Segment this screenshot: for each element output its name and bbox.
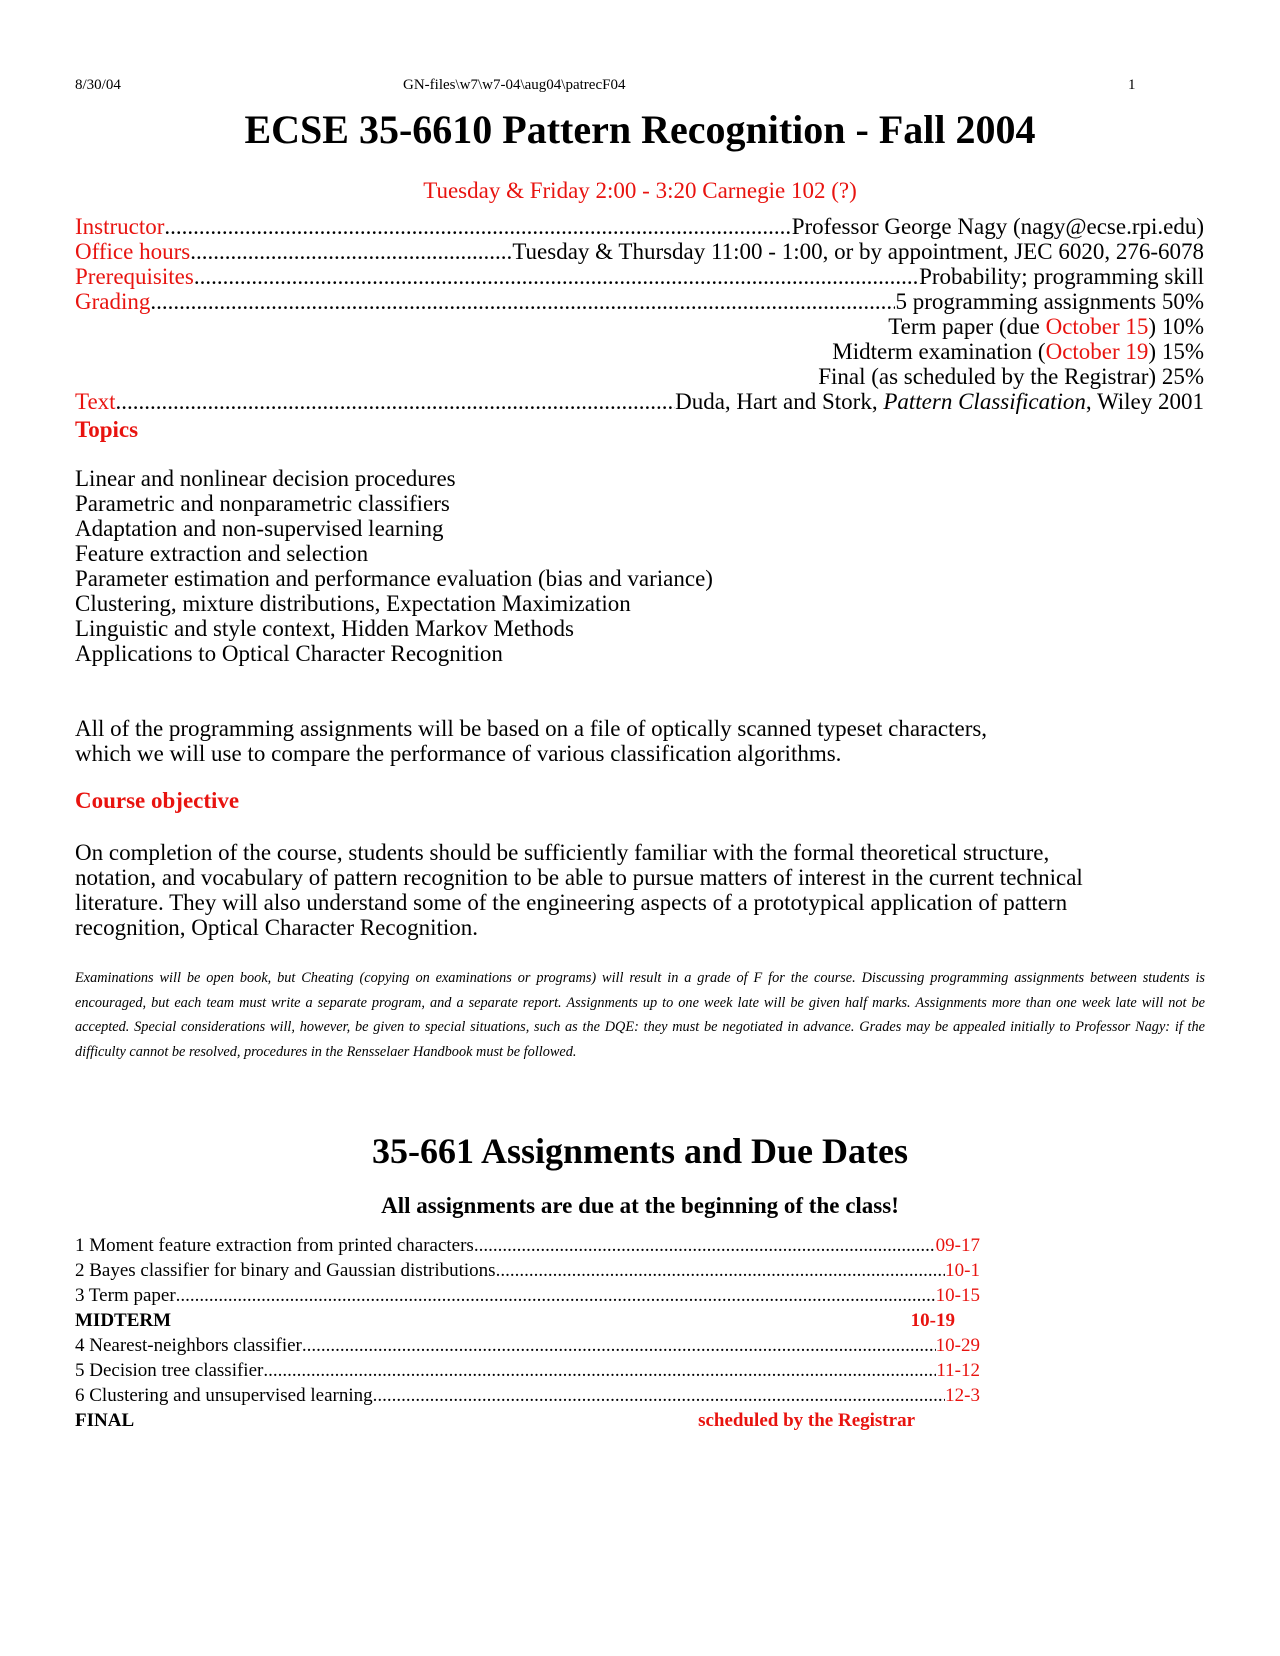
textbook-title: Pattern Classification — [883, 389, 1086, 414]
list-item: 5 Decision tree classifier ..... 11-12 — [75, 1358, 980, 1383]
prerequisites-row — [75, 264, 1204, 289]
assignments-list — [75, 1233, 980, 1433]
policy-paragraph: Examinations will be open book, but Cheating (copying on examinations or programs) will result in a grade of F for the course. Discussing programming assignments between students is encouraged, but each team must write a separate program, and a separate report. Assignments up to one week late will be given half marks. Assignments more than one week late will not be accepted. Special considerations will, however, be given to special situations, such as the DQE: they must be negotiated in advance. Grades may be appealed initially to Professor Nagy: if the difficulty cannot be resolved, procedures in the Rensselaer Handbook must be followed. — [75, 970, 1205, 1060]
list-item: Feature extraction and selection — [75, 541, 369, 566]
due-date: 10-15 — [935, 1285, 980, 1306]
prerequisites-label: Prerequisites — [75, 264, 194, 289]
list-item: 4 Nearest-neighbors classifier ..... 10-29 — [75, 1333, 980, 1358]
office-hours-row — [75, 239, 1204, 264]
midterm-date: October 19 — [1045, 339, 1149, 364]
list-item: Clustering, mixture distributions, Expectation Maximization — [75, 591, 631, 616]
leader-dots — [164, 214, 791, 239]
leader-dots — [190, 239, 512, 264]
list-item: Linear and nonlinear decision procedures — [75, 466, 456, 491]
instructor-label: Instructor — [75, 214, 165, 239]
list-item: Parametric and nonparametric classifiers — [75, 491, 450, 516]
grading-label: Grading — [75, 289, 151, 314]
objective-heading: Course objective — [75, 788, 240, 813]
due-date: 10-29 — [935, 1335, 980, 1356]
office-hours-value: Tuesday & Thursday 11:00 - 1:00, or by appointment, JEC 6020, 276-6078 — [512, 239, 1204, 264]
header-date: 8/30/04 — [75, 77, 121, 93]
leader-dots — [150, 289, 895, 314]
office-hours-label: Office hours — [75, 239, 191, 264]
instructor-value: Professor George Nagy (nagy@ecse.rpi.edu) — [791, 214, 1204, 239]
grading-midterm: Midterm examination (October 19) 15% — [832, 339, 1204, 364]
assignments-heading: 35-661 Assignments and Due Dates — [371, 1131, 909, 1171]
due-date: 10-19 — [910, 1310, 955, 1331]
text-label: Text — [75, 389, 116, 414]
class-schedule: Tuesday & Friday 2:00 - 3:20 Carnegie 102 (?) — [423, 178, 857, 203]
list-item: Linguistic and style context, Hidden Markov Methods — [75, 616, 574, 641]
instructor-row — [75, 214, 1204, 239]
due-date: 12-3 — [945, 1385, 980, 1406]
list-item: Adaptation and non-supervised learning — [75, 516, 444, 541]
list-item: 6 Clustering and unsupervised learning ..... 12-3 — [75, 1383, 980, 1408]
leader-dots — [116, 389, 676, 414]
due-date: 09-17 — [935, 1235, 980, 1256]
list-item: 2 Bayes classifier for binary and Gaussian distributions ..... 10-1 — [75, 1258, 980, 1283]
objective-paragraph: On completion of the course, students should be sufficiently familiar with the formal theoretical structure, notation, and vocabulary of pattern recognition to be able to pursue matters of interest in the current technical literature. They will also understand some of the engineering aspects of a prototypical application of pattern recognition, Optical Character Recognition. — [75, 840, 1083, 940]
due-note: All assignments are due at the beginning of the class! — [381, 1193, 899, 1218]
grading-final: Final (as scheduled by the Registrar) 25% — [818, 364, 1204, 389]
list-item: 3 Term paper ..... 10-15 — [75, 1283, 980, 1308]
midterm-row: MIDTERM 10-19 — [75, 1310, 955, 1331]
final-row: FINAL scheduled by the Registrar — [75, 1410, 915, 1431]
list-item: 1 Moment feature extraction from printed characters ..... 09-17 — [75, 1233, 980, 1258]
header-file-path: GN-files\w7\w7-04\aug04\patrecF04 — [403, 77, 626, 93]
text-row — [75, 389, 1204, 414]
textbook-value: Duda, Hart and Stork, Pattern Classification, Wiley 2001 — [675, 389, 1204, 414]
topics-list — [75, 466, 713, 666]
assignments-note: All of the programming assignments will be based on a file of optically scanned typeset characters, which we will use to compare the performance of various classification algorithms. — [75, 716, 988, 766]
due-date: 11-12 — [936, 1360, 980, 1381]
list-item: Applications to Optical Character Recognition — [75, 641, 503, 666]
term-paper-date: October 15 — [1045, 314, 1149, 339]
list-item: Parameter estimation and performance evaluation (bias and variance) — [75, 566, 713, 591]
leader-dots — [194, 264, 919, 289]
grading-term-paper: Term paper (due October 15) 10% — [888, 314, 1204, 339]
grading-assignments: 5 programming assignments 50% — [895, 289, 1204, 314]
header-page-number: 1 — [1128, 77, 1136, 93]
topics-heading: Topics — [75, 417, 139, 442]
due-date: scheduled by the Registrar — [698, 1410, 915, 1431]
prerequisites-value: Probability; programming skill — [919, 264, 1204, 289]
grading-row — [75, 289, 1204, 314]
course-title: ECSE 35-6610 Pattern Recognition - Fall 2004 — [244, 107, 1036, 152]
course-info — [75, 214, 1204, 414]
due-date: 10-1 — [945, 1260, 980, 1281]
